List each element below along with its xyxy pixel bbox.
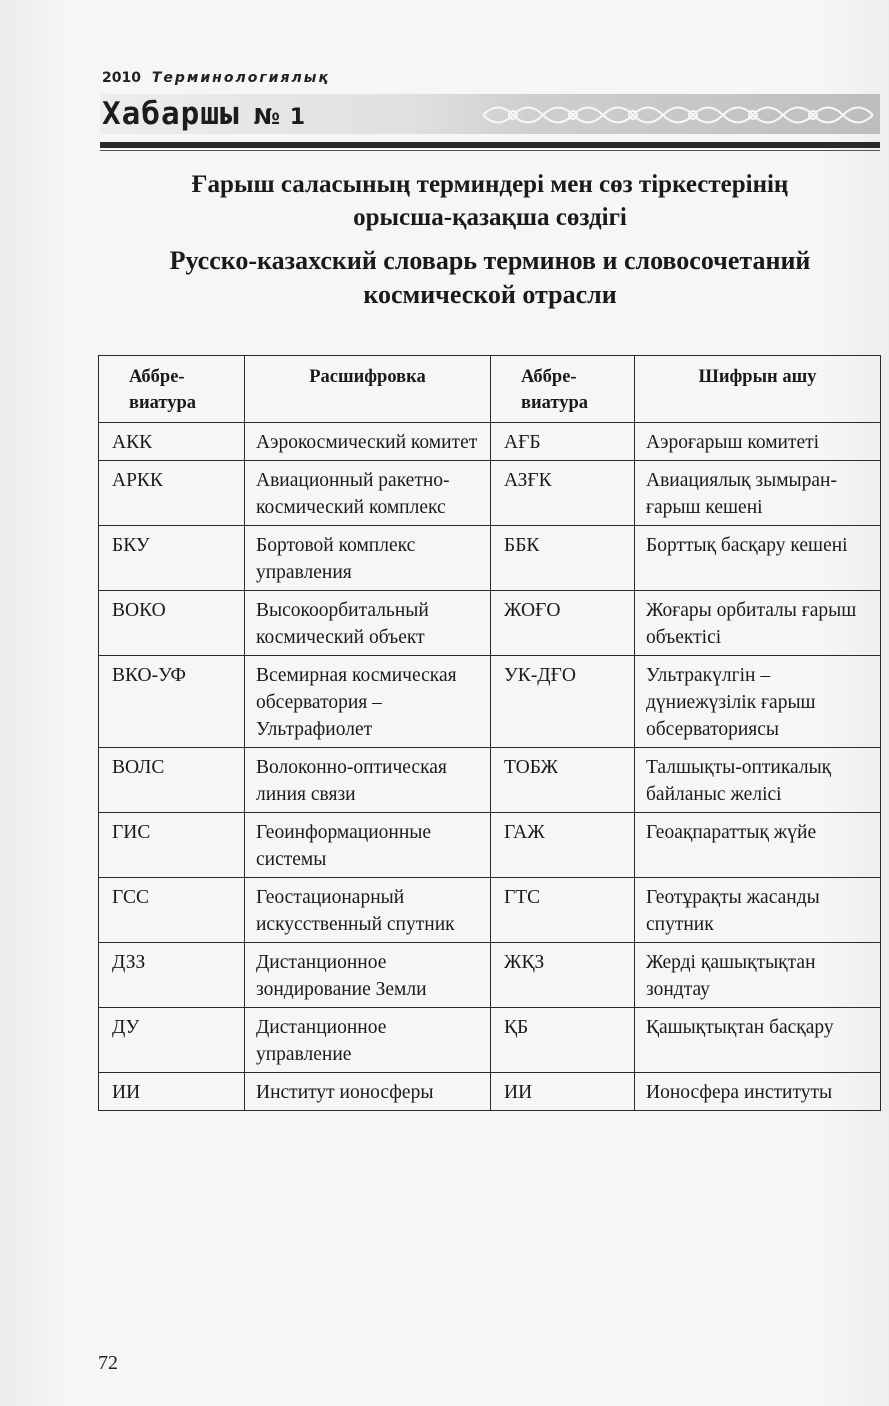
cell-abbr-kz: ТОБЖ	[491, 748, 635, 813]
abbreviation-table	[98, 355, 881, 1111]
cell-abbr-kz: ҚБ	[491, 1008, 635, 1073]
header-rule-thick	[100, 142, 880, 148]
cell-decoding-ru: Высокоорбитальный космический объект	[245, 591, 491, 656]
cell-decoding-kz: Жерді қашықтықтан зондтау	[635, 943, 881, 1008]
cell-decoding-ru: Авиационный ракетно-космический комплекс	[245, 461, 491, 526]
cell-abbr-ru: АКК	[99, 423, 245, 461]
cell-decoding-kz: Ультракүлгін – дүниежүзілік ғарыш обсерваториясы	[635, 656, 881, 748]
table-row	[99, 1008, 881, 1073]
table-row	[99, 526, 881, 591]
cell-decoding-kz: Талшықты-оптикалық байланыс желісі	[635, 748, 881, 813]
cell-abbr-kz: ББК	[491, 526, 635, 591]
header-top-line	[102, 70, 330, 90]
header-title	[102, 96, 306, 132]
cell-decoding-ru: Дистанционное зондирование Земли	[245, 943, 491, 1008]
cell-abbr-kz: АҒБ	[491, 423, 635, 461]
cell-abbr-kz: ЖОҒО	[491, 591, 635, 656]
title-kazakh-line1: Ғарыш саласының терминдері мен сөз тіркестерінің	[191, 171, 789, 198]
cell-abbr-ru: ГИС	[99, 813, 245, 878]
cell-decoding-kz: Борттық басқару кешені	[635, 526, 881, 591]
cell-abbr-ru: БКУ	[99, 526, 245, 591]
cell-decoding-kz: Геоақпараттық жүйе	[635, 813, 881, 878]
cell-decoding-kz: Авиациялық зымыран-ғарыш кешені	[635, 461, 881, 526]
header-abbr-ru: Аббре-виатура	[99, 356, 245, 423]
header-year: 2010	[102, 70, 141, 86]
cell-abbr-kz: ГАЖ	[491, 813, 635, 878]
dictionary-titles	[100, 168, 880, 312]
page-number: 72	[98, 1352, 118, 1374]
cell-abbr-ru: ИИ	[99, 1073, 245, 1111]
cell-decoding-ru: Геоинформационные системы	[245, 813, 491, 878]
title-russian-line1: Русско-казахский словарь терминов и словосочетаний	[169, 246, 811, 275]
cell-abbr-kz: УК-ДҒО	[491, 656, 635, 748]
table-header-row	[99, 356, 881, 423]
header-decoding-kz: Шифрын ашу	[635, 356, 881, 423]
cell-abbr-ru: ВОЛС	[99, 748, 245, 813]
header-rule-thin	[100, 150, 880, 151]
journal-header	[100, 70, 880, 160]
cell-decoding-kz: Қашықтықтан басқару	[635, 1008, 881, 1073]
title-russian-line2: космической отрасли	[363, 280, 617, 309]
header-abbr-kz: Аббре-виатура	[491, 356, 635, 423]
cell-abbr-kz: ЖҚЗ	[491, 943, 635, 1008]
cell-abbr-ru: ВКО-УФ	[99, 656, 245, 748]
title-kazakh-line2: орысша-қазақша сөздігі	[353, 204, 627, 231]
cell-decoding-ru: Бортовой комплекс управления	[245, 526, 491, 591]
table-row	[99, 748, 881, 813]
cell-decoding-kz: Аэроғарыш комитеті	[635, 423, 881, 461]
ornament-pattern	[478, 98, 878, 132]
header-title-text: Хабаршы	[102, 96, 240, 132]
cell-decoding-ru: Волоконно-оптическая линия связи	[245, 748, 491, 813]
title-russian	[100, 244, 880, 312]
cell-decoding-kz: Жоғары орбиталы ғарыш объектісі	[635, 591, 881, 656]
header-journal-name: Терминологиялық	[151, 70, 330, 86]
cell-decoding-ru: Всемирная космическая обсерватория – Ультрафиолет	[245, 656, 491, 748]
table-row	[99, 461, 881, 526]
cell-decoding-kz: Ионосфера институты	[635, 1073, 881, 1111]
table-row	[99, 943, 881, 1008]
cell-decoding-ru: Институт ионосферы	[245, 1073, 491, 1111]
title-kazakh	[100, 168, 880, 234]
cell-abbr-ru: ДУ	[99, 1008, 245, 1073]
cell-abbr-ru: АРКК	[99, 461, 245, 526]
cell-abbr-kz: АЗҒК	[491, 461, 635, 526]
cell-decoding-ru: Геостационарный искусственный спутник	[245, 878, 491, 943]
cell-abbr-ru: ДЗЗ	[99, 943, 245, 1008]
cell-abbr-ru: ГСС	[99, 878, 245, 943]
cell-decoding-ru: Дистанционное управление	[245, 1008, 491, 1073]
table-row	[99, 591, 881, 656]
cell-decoding-ru: Аэрокосмический комитет	[245, 423, 491, 461]
cell-abbr-kz: ГТС	[491, 878, 635, 943]
table-row	[99, 878, 881, 943]
cell-abbr-kz: ИИ	[491, 1073, 635, 1111]
cell-abbr-ru: ВОКО	[99, 591, 245, 656]
table-row	[99, 656, 881, 748]
header-decoding-ru: Расшифровка	[245, 356, 491, 423]
table-row	[99, 813, 881, 878]
table-row	[99, 1073, 881, 1111]
table-row	[99, 423, 881, 461]
header-issue: № 1	[253, 105, 307, 130]
cell-decoding-kz: Геотұрақты жасанды спутник	[635, 878, 881, 943]
